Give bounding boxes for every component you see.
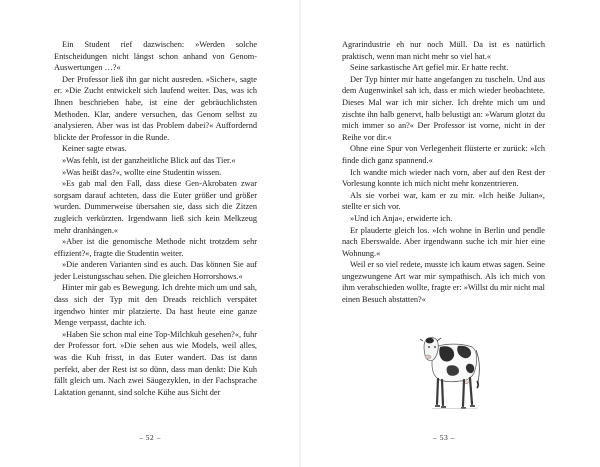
paragraph: Keiner sagte etwas. [62, 144, 127, 154]
paragraph: Der Typ hinter mir hatte angefangen zu tuscheln. Und aus dem Augenwinkel sah ich, dass er mich wieder beobachtete. Dieses Mal war ich mir sicher. Ich drehte mich um und zischte ihn halb genervt, halb belustigt an: »Warum glotzt du mich immer so an?« Der Professor ist vorne, nicht in der Reihe vor dir.« [342, 74, 545, 142]
cow-illustration-icon [420, 334, 482, 412]
paragraph: Der Professor ließ ihn gar nicht ausreden. »Sicher«, sagte er. »Die Zucht entwickelt sich laufend weiter. Das, was ich Ihnen beschrieben habe, ist eine der gebräuchlichsten Methoden. Klar, andere versuchen, das Genom selbst zu analysieren. Aber was ist das Problem dabei?« Auffordernd blickte der Professor in die Runde. [54, 74, 257, 142]
paragraph: Hinter mir gab es Bewegung. Ich drehte mich um und sah, dass sich der Typ mit den Dreads reichlich verspätet irgendwo hinter mir platzierte. Da hast heute eine ganze Menge verpasst, dachte ich. [54, 283, 257, 328]
page-number-right: – 53 – [433, 433, 455, 442]
paragraph: Agrarindustrie eh nur noch Müll. Da ist es natürlich praktisch, wenn man nicht mehr so viel hat.« [342, 40, 545, 61]
paragraph: »Was heißt das?«, wollte eine Studentin wissen. [62, 167, 222, 177]
paragraph: Ohne eine Spur von Verlegenheit flüsterte er zurück: »Ich finde dich ganz spannend.« [342, 144, 545, 165]
paragraph: »Die anderen Varianten sind es auch. Das können Sie auf jeder Leistungsschau sehen. Die gleichen Horrorshows.« [54, 260, 257, 281]
paragraph: »Haben Sie schon mal eine Top-Milchkuh gesehen?«, fuhr der Professor fort. »Die sehen aus wie Models, weil alles, was die Kuh frisst, in das Euter wandert. Das ist dann perfekt, aber der Rest ist so dünn, dass man denkt: Die Kuh fällt gleich um. Nach zwei Säugezyklen, in der Fachsprache Laktation genannt, sind solche Kühe aus Sicht der [54, 329, 257, 397]
paragraph: Als sie vorbei war, kam er zu mir. »Ich heiße Julian«, stellte er sich vor. [342, 190, 545, 212]
page-number-left: – 52 – [139, 433, 161, 442]
right-page-body [342, 39, 545, 306]
paragraph: Ein Student rief dazwischen: »Werden solche Entscheidungen nicht längst schon anhand von Genom-Auswertungen …?« [54, 40, 257, 73]
paragraph: Ich wandte mich wieder nach vorn, aber auf den Rest der Vorlesung konnte ich mich nicht mehr konzentrieren. [342, 167, 545, 189]
paragraph: Seine sarkastische Art gefiel mir. Er hatte recht. [350, 63, 509, 73]
paragraph: Er plauderte gleich los. »Ich wohne in Berlin und pendle nach Eberswalde. Aber irgendwann suche ich mir hier eine Wohnung.« [342, 225, 545, 258]
paragraph: »Und ich Anja«, erwiderte ich. [350, 213, 453, 223]
paragraph: »Aber ist die genomische Methode nicht trotzdem sehr effizient?«, fragte die Studentin weiter. [54, 237, 257, 258]
paragraph: Weil er so viel redete, musste ich kaum etwas sagen. Seine ungezwungene Art war mir sympathisch. Als ich mich von ihm verabschieden wollte, fragte er: »Willst du mir nicht mal einen Besuch abstatten?« [342, 260, 545, 305]
paragraph: »Was fehlt, ist der ganzheitliche Blick auf das Tier.« [62, 155, 236, 165]
paragraph: »Es gab mal den Fall, dass diese Gen-Akrobaten zwar sorgsam darauf achteten, dass die Euter größer und größer wurden. Dummerweise übersahen sie, dass sich die Zitzen zugleich verkürzten. Irgendwann ließ sich kein Melkzeug mehr dranhängen.« [54, 179, 257, 235]
left-page-body [54, 39, 257, 398]
